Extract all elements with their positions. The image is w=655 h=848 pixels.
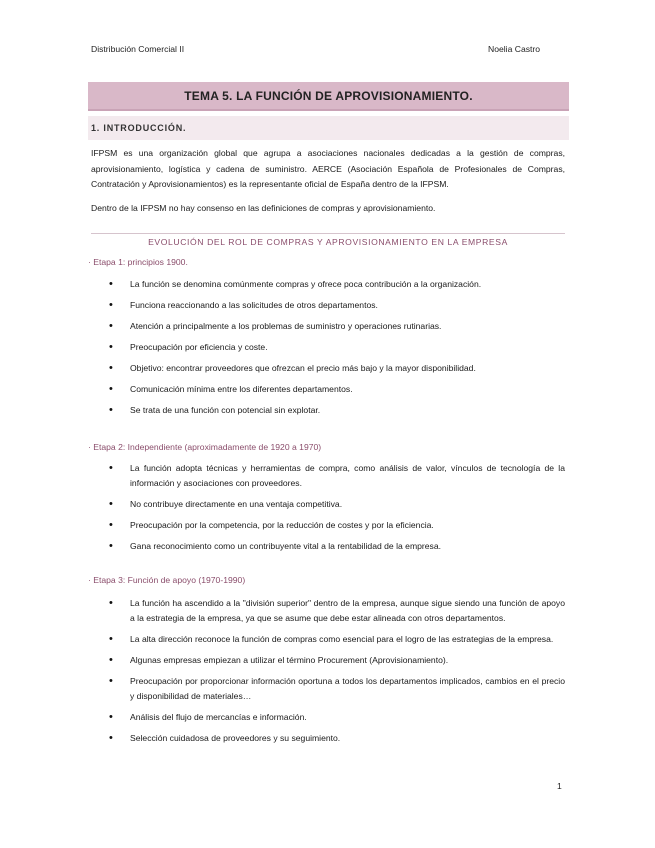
list-item: • Gana reconocimiento como un contribuyente vital a la rentabilidad de la empresa. [108,539,565,554]
list-item: • La función adopta técnicas y herramientas de compra, como análisis de valor, vínculos de tecnología de la información y asociaciones con proveedores. [108,461,565,491]
header-course: Distribución Comercial II [91,44,185,54]
section-heading [88,116,569,140]
intro-paragraph-2: Dentro de la IFPSM no hay consenso en las definiciones de compras y aprovisionamiento. [91,203,436,213]
stage-1-heading: · Etapa 1: principios 1900. [88,257,188,267]
page-number: 1 [557,781,562,791]
page-title-text: TEMA 5. LA FUNCIÓN DE APROVISIONAMIENTO. [184,88,473,103]
intro-paragraph-1: IFPSM es una organización global que agrupa a asociaciones nacionales dedicadas a la gestión de compras, aprovisionamiento, logística y cadena de suministro. AERCE (Asociación Española de Profesionales de Compras, Contratación y Aprovisionamientos) es la representante oficial de España dentro de la IFPSM. [91,148,565,189]
list-item: • Preocupación por la competencia, por la reducción de costes y por la eficiencia. [108,518,565,533]
list-item: • La alta dirección reconoce la función de compras como esencial para el logro de las estrategias de la empresa. [108,632,565,647]
list-item: • Comunicación mínima entre los diferentes departamentos. [108,382,565,397]
list-item: • La función ha ascendido a la "división superior" dentro de la empresa, aunque sigue siendo una función de apoyo a la estrategia de la empresa, ya que se asume que debe estar alineada con otros departamentos. [108,596,565,626]
divider [91,233,565,234]
list-item: • Se trata de una función con potencial sin explotar. [108,403,565,418]
page-title [88,82,569,111]
list-item: • La función se denomina comúnmente compras y ofrece poca contribución a la organización. [108,277,565,292]
list-item: • Análisis del flujo de mercancías e información. [108,710,565,725]
stage-3-list [108,596,565,746]
header-author: Noelia Castro [488,44,541,54]
list-item: • Preocupación por proporcionar información oportuna a todos los departamentos implicados, cambios en el precio y disponibilidad de materiales… [108,674,565,704]
stage-1-list [108,277,565,418]
list-item: • Preocupación por eficiencia y coste. [108,340,565,355]
evolution-title: EVOLUCIÓN DEL ROL DE COMPRAS Y APROVISIONAMIENTO EN LA EMPRESA [148,237,508,247]
list-item: • Algunas empresas empiezan a utilizar el término Procurement (Aprovisionamiento). [108,653,565,668]
stage-3-heading: · Etapa 3: Función de apoyo (1970-1990) [88,575,246,585]
list-item: • Objetivo: encontrar proveedores que ofrezcan el precio más bajo y la mayor disponibilidad. [108,361,565,376]
list-item: • Selección cuidadosa de proveedores y su seguimiento. [108,731,565,746]
section-heading-text: 1. INTRODUCCIÓN. [91,123,187,133]
stage-2-heading: · Etapa 2: Independiente (aproximadamente de 1920 a 1970) [88,442,322,452]
list-item: • Atención a principalmente a los problemas de suministro y operaciones rutinarias. [108,319,565,334]
list-item: • Funciona reaccionando a las solicitudes de otros departamentos. [108,298,565,313]
stage-2-list [108,461,565,554]
list-item: • No contribuye directamente en una ventaja competitiva. [108,497,565,512]
